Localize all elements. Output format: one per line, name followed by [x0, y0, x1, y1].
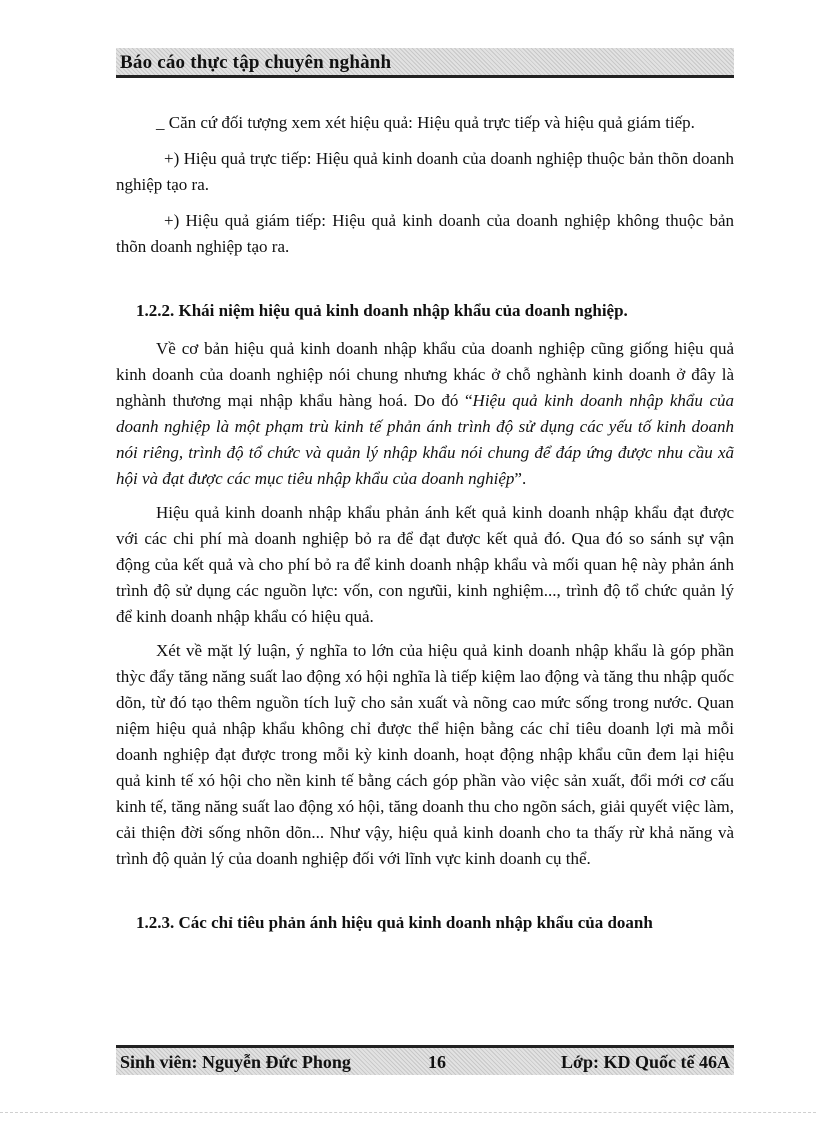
paragraph-direct-effect: +) Hiệu quả trực tiếp: Hiệu quả kinh doanh của doanh nghiệp thuộc bản thõn doanh nghiệp tạo ra.: [116, 149, 734, 194]
page-header: [116, 48, 734, 78]
paragraph-reflects-results: Hiệu quả kinh doanh nhập khẩu phản ánh kết quả kinh doanh nhập khẩu đạt được với các chi phí mà doanh nghiệp bỏ ra để đạt được kết quả đó. Qua đó so sánh sự vận động của kết quả và cho phí bỏ ra để kinh doanh nhập khẩu và mối quan hệ này phản ánh trình độ sử dụng các nguồn lực: vốn, con ngưũi, kinh nghiệm..., trình độ tổ chức quản lý để kinh doanh nhập khẩu có hiệu quả.: [116, 503, 734, 626]
paragraph-theoretical-meaning: Xét về mặt lý luận, ý nghĩa to lớn của hiệu quả kinh doanh nhập khẩu là góp phần thỳc đẩy tăng năng suất lao động xó hội nghĩa là tiếp kiệm lao động và tăng thu nhập quốc dõn, từ đó tạo thêm nguồn tích luỹ cho sản xuất và nõng cao mức sống trong nước. Quan niệm hiệu quả nhập khẩu không chỉ được thể hiện bằng các chỉ tiêu doanh lợi mà mỗi doanh nghiệp đạt được trong mỗi kỳ kinh doanh, hoạt động nhập khẩu cũn đem lại hiệu quả kinh tế xó hội cho nền kinh tế bằng cách góp phần vào việc sản xuất, đổi mới cơ cấu kinh tế, tăng năng suất lao động xó hội, tăng doanh thu cho ngõn sách, giải quyết việc làm, cải thiện đời sống nhõn dõn... Như vậy, hiệu quả kinh doanh cho ta thấy rừ khả năng và trình độ quản lý của doanh nghiệp đối với lĩnh vực kinh doanh cụ thể.: [116, 641, 734, 868]
concept-definition-italic: Hiệu quả kinh doanh nhập khẩu của doanh nghiệp là một phạm trù kinh tế phản ánh trình độ sử dụng các yếu tố kinh doanh nói riêng, trình độ tổ chức và quản lý nhập khẩu nói chung để đáp ứng được nhu cầu xã hội và đạt được các mục tiêu nhập khẩu của doanh nghiệp: [116, 391, 735, 488]
paragraph-indirect-effect: +) Hiệu quả giám tiếp: Hiệu quả kinh doanh của doanh nghiệp không thuộc bản thõn doanh nghiệp tạo ra.: [116, 211, 734, 256]
section-heading-1-2-2: 1.2.2. Khái niệm hiệu quả kinh doanh nhập khẩu của doanh nghiệp.: [136, 301, 628, 320]
footer-class: Lớp: KD Quốc tế 46A: [561, 1052, 730, 1072]
paragraph-direct-indirect: _ Căn cứ đối tượng xem xét hiệu quả: Hiệu quả trực tiếp và hiệu quả giám tiếp.: [156, 113, 695, 132]
concept-lead-text: Về cơ bản hiệu quả kinh doanh nhập khẩu của doanh nghiệp cũng giống hiệu quả kinh doanh của doanh nghiệp nói chung nhưng khác ở chỗ nghành kinh doanh ở đây là nghành thương mại nhập khẩu hàng hoá. Do đó “: [116, 339, 734, 410]
header-title: Báo cáo thực tập chuyên nghành: [120, 52, 392, 73]
section-heading-1-2-3: 1.2.3. Các chỉ tiêu phản ánh hiệu quả kinh doanh nhập khẩu của doanh: [136, 913, 653, 932]
footer-student-name: Sinh viên: Nguyễn Đức Phong: [120, 1052, 351, 1072]
footer-page-number: 16: [428, 1052, 446, 1072]
document-body: [116, 110, 734, 936]
page-edge-divider: [0, 1112, 816, 1113]
paragraph-concept: [116, 336, 734, 492]
page-footer: [116, 1045, 734, 1075]
concept-tail-text: ”.: [514, 469, 527, 488]
